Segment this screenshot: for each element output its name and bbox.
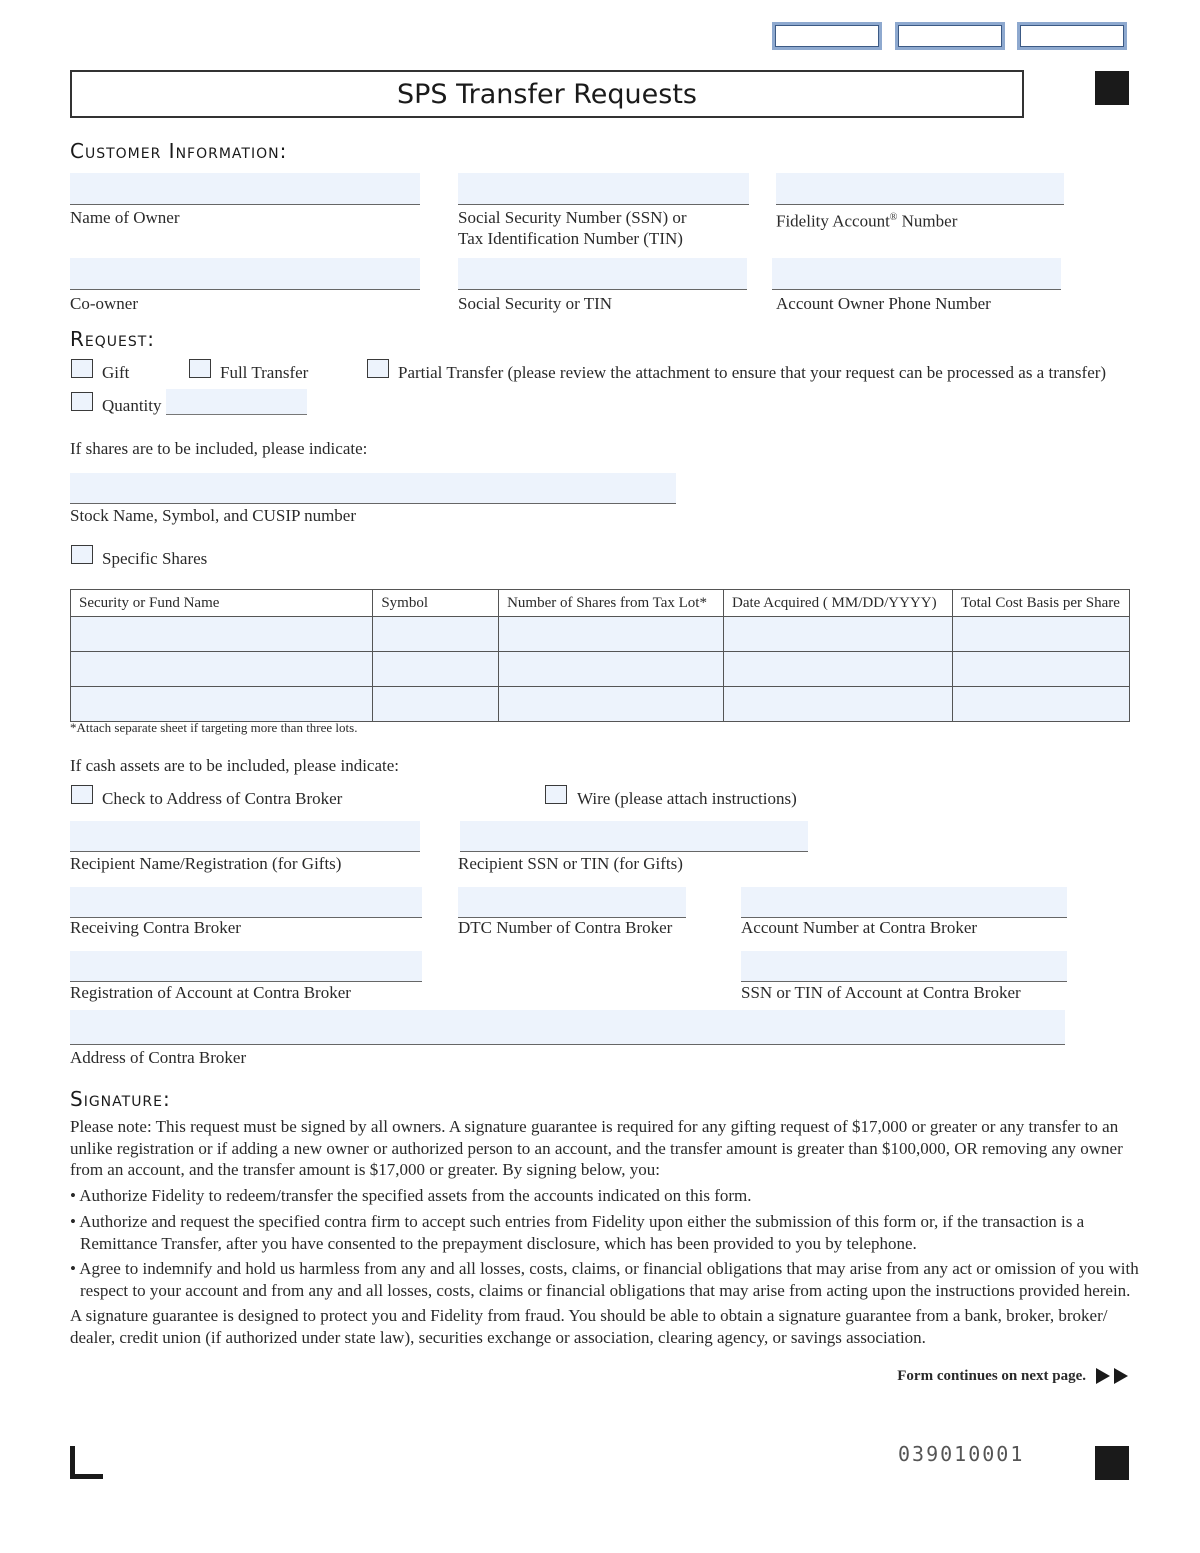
wire-option-checkbox[interactable] [545, 785, 567, 804]
contra-ssn-tin-input[interactable] [741, 951, 1067, 982]
coowner-ssn-label: Social Security or TIN [458, 294, 613, 313]
table-row [71, 652, 1130, 687]
table-row [71, 617, 1130, 652]
table-footnote: *Attach separate sheet if targeting more than three lots. [70, 720, 358, 735]
contra-address-label: Address of Contra Broker [70, 1048, 247, 1067]
specific-shares-checkbox[interactable] [71, 545, 93, 564]
coowner-ssn-input[interactable] [458, 258, 747, 290]
signature-bullet-3: • Agree to indemnify and hold us harmless from any and all losses, costs, claims, or financial obligations that may arise from any act or omission of you with respect to your account and from any and all losses, costs, claims or financial obligations that may arise from acting upon the instructions provided herein. [70, 1259, 1139, 1300]
fidelity-account-label [776, 207, 957, 232]
shares-cell[interactable] [499, 652, 724, 687]
symbol-cell[interactable] [373, 687, 499, 722]
quantity-label: Quantity [102, 396, 162, 415]
signature-bullet-2: • Authorize and request the specified contra firm to accept such entries from Fidelity upon either the submission of this form or, if the transaction is a Remittance Transfer, after you have consented to the prepayment disclosure, which has been provided to you by telephone. [70, 1212, 1085, 1253]
partial-transfer-checkbox[interactable] [367, 359, 389, 378]
contra-ssn-tin-label: SSN or TIN of Account at Contra Broker [741, 983, 1021, 1002]
partial-transfer-label: Partial Transfer (please review the attachment to ensure that your request can be processed as a transfer) [398, 363, 1107, 382]
owner-ssn-label [458, 207, 687, 249]
date-cell[interactable] [724, 617, 953, 652]
contra-account-number-input[interactable] [741, 887, 1067, 918]
col-symbol: Symbol [373, 590, 499, 617]
stock-info-input[interactable] [70, 473, 676, 504]
header-box-3 [1017, 22, 1127, 50]
double-arrow-icon [1096, 1368, 1130, 1384]
dtc-number-input[interactable] [458, 887, 686, 918]
dtc-number-label: DTC Number of Contra Broker [458, 918, 673, 937]
recipient-ssn-input[interactable] [460, 821, 808, 852]
check-option-label: Check to Address of Contra Broker [102, 789, 343, 808]
cost-basis-cell[interactable] [952, 617, 1129, 652]
owner-phone-input[interactable] [772, 258, 1061, 290]
ssn-label-line1: Social Security Number (SSN) or [458, 208, 687, 227]
registered-mark: ® [889, 212, 898, 223]
owner-name-label: Name of Owner [70, 208, 180, 227]
owner-phone-label: Account Owner Phone Number [776, 294, 991, 313]
date-cell[interactable] [724, 687, 953, 722]
contra-account-number-label: Account Number at Contra Broker [741, 918, 978, 937]
stock-info-label: Stock Name, Symbol, and CUSIP number [70, 506, 356, 525]
cost-basis-cell[interactable] [952, 652, 1129, 687]
fidelity-account-input[interactable] [776, 173, 1064, 205]
signature-bullet-1: • Authorize Fidelity to redeem/transfer the specified assets from the accounts indicated on this form. [70, 1186, 752, 1205]
header-box-1 [772, 22, 882, 50]
symbol-cell[interactable] [373, 652, 499, 687]
col-security-name: Security or Fund Name [71, 590, 373, 617]
section-request: Request: [70, 327, 156, 351]
cost-basis-cell[interactable] [952, 687, 1129, 722]
quantity-checkbox[interactable] [71, 392, 93, 411]
account-label-pre: Fidelity Account [776, 211, 890, 231]
corner-mark [70, 1446, 103, 1479]
shares-cell[interactable] [499, 687, 724, 722]
header-box-2 [895, 22, 1005, 50]
signature-note: Please note: This request must be signed by all owners. A signature guarantee is required for any gifting request of $17,000 or greater or any transfer to an unlike registration or if adding a new owner or authorized person to an account, and the transfer amount is greater than $100,000, OR removing any owner from an account, and the transfer amount is $17,000 or greater. By signing below, you: [70, 1117, 1123, 1179]
tax-lots-table [70, 589, 1130, 722]
receiving-broker-label: Receiving Contra Broker [70, 918, 241, 937]
owner-ssn-input[interactable] [458, 173, 749, 205]
form-continues-note: Form continues on next page. [897, 1368, 1086, 1384]
recipient-ssn-label: Recipient SSN or TIN (for Gifts) [458, 854, 683, 873]
shares-cell[interactable] [499, 617, 724, 652]
date-cell[interactable] [724, 652, 953, 687]
form-title: SPS Transfer Requests [70, 70, 1024, 118]
specific-shares-label: Specific Shares [102, 549, 208, 568]
security-name-cell[interactable] [71, 652, 373, 687]
shares-prompt: If shares are to be included, please indicate: [70, 439, 368, 458]
full-transfer-checkbox[interactable] [189, 359, 211, 378]
coowner-label: Co-owner [70, 294, 138, 313]
symbol-cell[interactable] [373, 617, 499, 652]
signature-guarantee-text: A signature guarantee is designed to protect you and Fidelity from fraud. You should be able to obtain a signature guarantee from a bank, broker, broker/ dealer, credit union (if authorized under state law), securities exchange or association, clearing agency, or savings association. [70, 1306, 1108, 1347]
col-date-acquired: Date Acquired ( MM/DD/YYYY) [724, 590, 953, 617]
full-transfer-label: Full Transfer [220, 363, 309, 382]
wire-option-label: Wire (please attach instructions) [577, 789, 797, 808]
col-cost-basis: Total Cost Basis per Share [952, 590, 1129, 617]
recipient-name-input[interactable] [70, 821, 420, 852]
security-name-cell[interactable] [71, 617, 373, 652]
recipient-name-label: Recipient Name/Registration (for Gifts) [70, 854, 342, 873]
contra-registration-input[interactable] [70, 951, 422, 982]
account-label-post: Number [897, 211, 958, 231]
quantity-input[interactable] [166, 389, 307, 415]
gift-label: Gift [102, 363, 130, 382]
registration-mark-top [1095, 71, 1129, 105]
registration-mark-bottom [1095, 1446, 1129, 1480]
gift-checkbox[interactable] [71, 359, 93, 378]
ssn-label-line2: Tax Identification Number (TIN) [458, 229, 683, 248]
contra-registration-label: Registration of Account at Contra Broker [70, 983, 351, 1002]
coowner-name-input[interactable] [70, 258, 420, 290]
check-option-checkbox[interactable] [71, 785, 93, 804]
owner-name-input[interactable] [70, 173, 420, 205]
cash-prompt: If cash assets are to be included, please indicate: [70, 756, 400, 775]
form-number: 039010001 [898, 1442, 1025, 1466]
col-number-of-shares: Number of Shares from Tax Lot* [499, 590, 724, 617]
receiving-broker-input[interactable] [70, 887, 422, 918]
contra-address-input[interactable] [70, 1010, 1065, 1045]
section-customer-information: Customer Information: [70, 139, 288, 163]
section-signature: Signature: [70, 1087, 171, 1111]
table-header-row [71, 590, 1130, 617]
